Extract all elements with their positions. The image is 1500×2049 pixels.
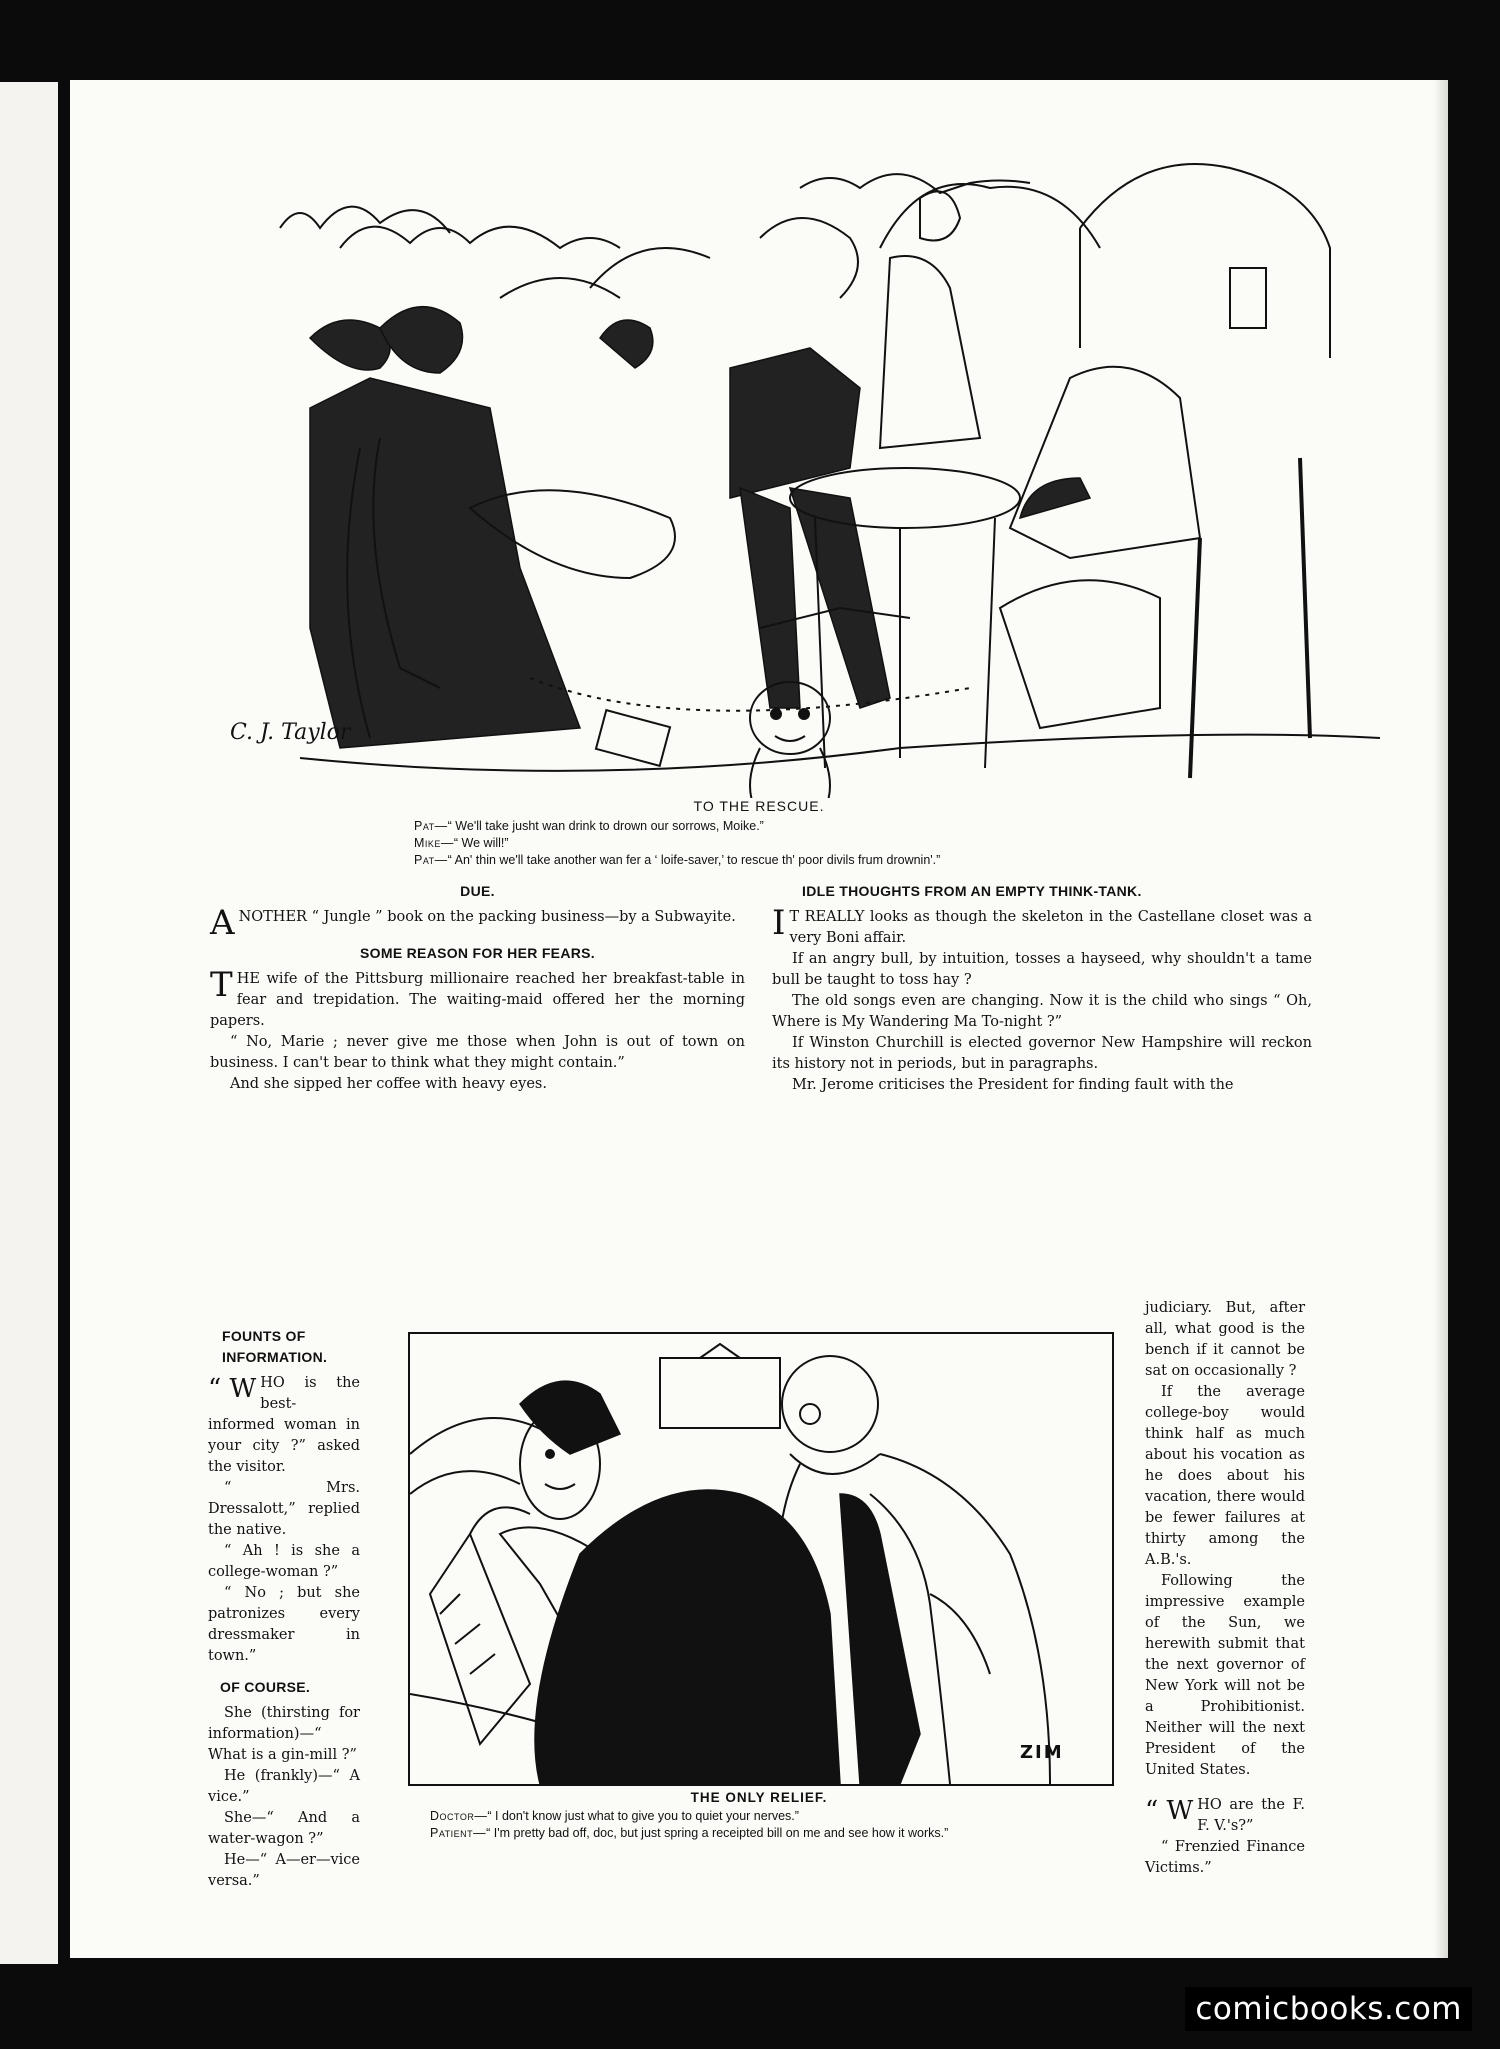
- page-gutter: [58, 82, 70, 1964]
- founts-heading: FOUNTS OF INFORMATION.: [222, 1328, 328, 1365]
- fears-paragraph: [210, 965, 745, 1032]
- think-tank-heading: IDLE THOUGHTS FROM AN EMPTY THINK-TANK.: [802, 883, 1142, 899]
- speaker-label: Patient—: [430, 1826, 487, 1840]
- speaker-label: Doctor—: [430, 1809, 488, 1823]
- dialog-line: [414, 835, 940, 852]
- fears-paragraph-3: And she sipped her coffee with heavy eyes.: [230, 1076, 547, 1092]
- think-tank-paragraph-5: Mr. Jerome criticises the President for finding fault with the: [792, 1077, 1234, 1093]
- top-caption-title: TO THE RESCUE.: [693, 798, 825, 814]
- dialog-line: [430, 1825, 948, 1842]
- founts-paragraph-1: [208, 1373, 360, 1478]
- side-left-column: [208, 1320, 360, 1892]
- dialog-line: [430, 1808, 948, 1825]
- course-paragraph-4: He—“ A—er—vice versa.”: [208, 1852, 360, 1889]
- magazine-page: [70, 80, 1448, 1958]
- due-paragraph: [210, 903, 745, 943]
- illustrator-signature: C. J. Taylor: [230, 720, 351, 745]
- paragraph-text: NOTHER “ Jungle ” book on the packing business—by a Subwayite.: [238, 909, 736, 925]
- think-tank-paragraph-1: [772, 903, 1312, 949]
- paragraph-text: HO is the best-informed woman in your city ?” asked the visitor.: [208, 1375, 360, 1475]
- paragraph-text: HO are the F. F. V.'s?”: [1197, 1797, 1305, 1834]
- side-right-column: [1145, 1298, 1305, 1879]
- ffv-paragraph-2: “ Frenzied Finance Victims.”: [1145, 1839, 1305, 1876]
- dialog-text: “ I don't know just what to give you to quiet your nerves.”: [487, 1809, 799, 1823]
- course-paragraph-3: She—“ And a water-wagon ?”: [208, 1810, 360, 1847]
- paragraph-text: T REALLY looks as though the skeleton in the Castellane closet was a very Boni affair.: [789, 909, 1312, 946]
- speaker-label: Pat—: [414, 853, 448, 867]
- illustrator-signature-zim: ZIM: [1020, 1742, 1064, 1763]
- speaker-label: Pat—: [414, 819, 448, 833]
- course-paragraph-1: She (thirsting for information)—“ What is a gin-mill ?”: [208, 1705, 360, 1763]
- founts-paragraph-2: “ Mrs. Dressalott,” replied the native.: [208, 1480, 360, 1538]
- paragraph-text: HE wife of the Pittsburg millionaire reached her breakfast-table in fear and trepidation. The waiting-maid offered her the morning papers.: [210, 971, 745, 1029]
- bottom-caption-title: THE ONLY RELIEF.: [690, 1790, 828, 1805]
- doctor-patient-drawing: [410, 1334, 1112, 1784]
- left-text-column: [210, 875, 745, 1095]
- drop-cap: A: [210, 903, 235, 943]
- dialog-line: [414, 818, 940, 835]
- watermark-badge: comicbooks.com: [1185, 1987, 1472, 2031]
- founts-paragraph-4: “ No ; but she patronizes every dressmaker in town.”: [208, 1585, 360, 1664]
- founts-paragraph-3: “ Ah ! is she a college-woman ?”: [208, 1543, 360, 1580]
- drop-cap: “ W: [208, 1374, 257, 1404]
- dialog-text: “ An' thin we'll take another wan fer a ‘ loife-saver,’ to rescue th' poor divils frum drownin'.”: [447, 853, 941, 867]
- drop-cap: I: [772, 903, 786, 943]
- think-tank-paragraph-5-continued: judiciary. But, after all, what good is the bench if it cannot be sat on occasionally ?: [1145, 1300, 1305, 1379]
- fears-heading: SOME REASON FOR HER FEARS.: [360, 945, 595, 961]
- doctor-patient-illustration-icon: [408, 1332, 1114, 1786]
- due-heading: DUE.: [460, 883, 495, 899]
- think-tank-paragraph-6: If the average college-boy would think half as much about his vocation as he does about his vacation, there would be fewer failures at thirty among the A.B.'s.: [1145, 1384, 1305, 1568]
- ffv-paragraph-1: [1145, 1795, 1305, 1837]
- bottom-caption-dialog: [430, 1808, 948, 1842]
- dialog-text: “ We'll take jusht wan drink to drown our sorrows, Moike.”: [447, 819, 764, 833]
- think-tank-paragraph-3: The old songs even are changing. Now it is the child who sings “ Oh, Where is My Wandering Ma To-night ?”: [772, 993, 1312, 1030]
- drop-cap: T: [210, 965, 233, 1005]
- previous-page-edge: [0, 82, 58, 1964]
- of-course-heading: OF COURSE.: [220, 1679, 311, 1695]
- beer-garden-illustration-icon: [200, 158, 1385, 798]
- think-tank-paragraph-4: If Winston Churchill is elected governor New Hampshire will reckon its history not in periods, but in paragraphs.: [772, 1035, 1312, 1072]
- beer-garden-drawing: [200, 158, 1385, 798]
- dialog-text: “ We will!”: [453, 836, 509, 850]
- dialog-text: “ I'm pretty bad off, doc, but just spring a receipted bill on me and see how it works.”: [486, 1826, 949, 1840]
- speaker-label: Mike—: [414, 836, 454, 850]
- think-tank-paragraph-2: If an angry bull, by intuition, tosses a hayseed, why shouldn't a tame bull be taught to toss hay ?: [772, 951, 1312, 988]
- fears-paragraph-2: “ No, Marie ; never give me those when John is out of town on business. I can't bear to think what they might contain.”: [210, 1034, 745, 1071]
- course-paragraph-2: He (frankly)—“ A vice.”: [208, 1768, 360, 1805]
- think-tank-paragraph-7: Following the impressive example of the Sun, we herewith submit that the next governor of New York will not be a Prohibitionist. Neither will the next President of the United States.: [1145, 1573, 1305, 1778]
- top-caption-dialog: [414, 818, 940, 869]
- right-text-column: [772, 875, 1312, 1096]
- dialog-line: [414, 852, 940, 869]
- page-shadow: [1434, 80, 1448, 1958]
- drop-cap: “ W: [1145, 1796, 1194, 1826]
